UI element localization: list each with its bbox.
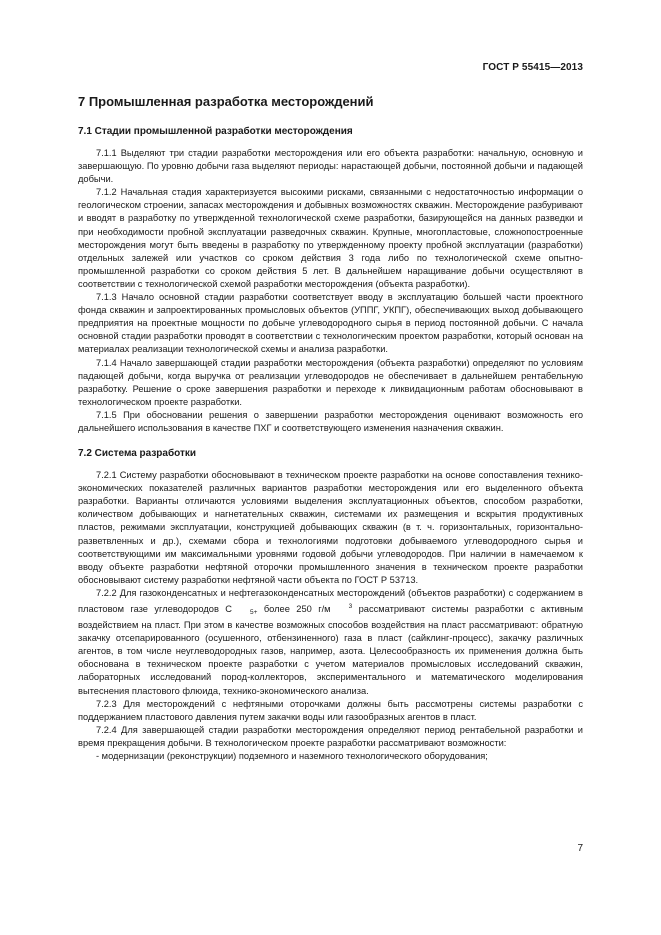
page-number: 7 — [577, 843, 583, 854]
c5-subscript: 5+ — [250, 609, 258, 616]
paragraph-7-2-1: 7.2.1 Систему разработки обосновывают в техническом проекте разработки на основе сопоставления технико-экономических показателей различных вариантов разработки месторождения или его выделенного объекта разработки. Варианты отличаются условиями выделения эксплуатационных объектов, способом разработки, количеством добывающих и нагнетательных скважин, системами их размещения и вскрытия продуктивных пластов, режимами эксплуатации, конструкцией добывающих скважин (в т. ч. горизонтальных, горизонтально-разветвленных и др.), схемами сбора и технологиями подготовки добываемого углеводородного сырья и соответствующими им максимальными уровнями годовой добычи углеводородов. При наличии в намечаемом к вводу объекте разработки нефтяной оторочки промышленного значения в техническом проекте разработки обосновывают систему разработки нефтяной части объекта по ГОСТ Р 53713. — [78, 470, 583, 585]
paragraph-7-2-2-part-a: 7.2.2 Для газоконденсатных и нефтегазоконденсатных месторождений (объектов разработки) с содержанием в пластовом газе углеводородов С — [78, 587, 583, 614]
paragraph-7-1-5: 7.1.5 При обосновании решения о завершении разработки месторождения оценивают возможность его дальнейшего использования в качестве ПХГ и соответствующего изменения назначения скважин. — [78, 409, 583, 433]
paragraph-7-1-2: 7.1.2 Начальная стадия характеризуется высокими рисками, связанными с недостаточностью информации о геологическом строении, запасах месторождения и добывных возможностях скважин. Месторождение разбуривают и вводят в разработку по утвержденной технологической схеме разработки, базирующейся на данных разведки и при необходимости пробной эксплуатации разведочных скважин. Крупные, многопластовые, сложнопостроенные месторождения могут быть введены в разработку по утвержденному проекту пробной эксплуатации (разработки) отдельных залежей или участков со сроком действия 3 года либо по технологической схеме опытно-промышленной разработки со сроком действия 5 лет. В дальнейшем наращивание добычи осуществляют в соответствии с технологической схемой разработки месторождения (объекта разработки). — [78, 187, 583, 289]
section-title: 7 Промышленная разработка месторождений — [78, 94, 374, 109]
paragraph-7-2-4: 7.2.4 Для завершающей стадии разработки месторождения определяют период рентабельной разработки и время прекращения добычи. В технологическом проекте разработки рассматривают возможности: — [78, 724, 583, 748]
subsection-title-7-1: 7.1 Стадии промышленной разработки месторождения — [78, 126, 353, 137]
cubic-superscript: 3 — [348, 603, 353, 610]
paragraph-7-1-4: 7.1.4 Начало завершающей стадии разработки месторождения (объекта разработки) определяют по условиям падающей добычи, когда выручка от реализации углеводородов не обеспечивает в дальнейшем рентабельную разработку. Решение о сроке завершения разработки и переходе к ликвидационным работам обосновывают в технологическом проекте разработки. — [78, 357, 583, 407]
paragraph-7-2-3: 7.2.3 Для месторождений с нефтяными оторочками должны быть рассмотрены системы разработки с поддержанием пластового давления путем закачки воды или газообразных агентов в пласт. — [78, 698, 583, 722]
paragraph-7-2-2-part-b: более 250 г/м — [257, 604, 331, 614]
paragraph-7-2-2 — [78, 587, 583, 698]
paragraph-7-1-3: 7.1.3 Начало основной стадии разработки соответствует вводу в эксплуатацию большей части проектного фонда скважин и запроектированных промысловых объектов (УППГ, УКПГ), обеспечивающих выход добывающего предприятия на проектные мощности по добыче углеводородного сырья в период постоянной добычи. С начала основной стадии разработки проводят в соответствии с технологическим проектом разработки, который основан на материалах реализации технологической схемы и анализа разработки. — [78, 292, 583, 355]
list-item-modernization: - модернизации (реконструкции) подземного и наземного технологического оборудования; — [96, 751, 488, 762]
subsection-title-7-2: 7.2 Система разработки — [78, 448, 197, 460]
paragraph-7-2-2-part-c: рассматривают системы разработки с активным воздействием на пласт. При этом в качестве возможных способов воздействия на пласт рассматривают: обратную закачку отсепарированного (осушенного, отбензиненного) газа в пласт (сайклинг-процесс), закачку различных агентов, в том числе неуглеводородных газов, например, азота. Целесообразность их применения должна быть обоснована в техническом проекте разработки с учетом материалов промысловых исследований скважин, лабораторных исследований пород-коллекторов, экспериментального и математического моделирования вытеснения пластового флюида, технико-экономического анализа. — [78, 604, 583, 696]
page-content — [78, 94, 583, 763]
standard-header: ГОСТ Р 55415—2013 — [482, 62, 583, 73]
paragraph-7-1-1: 7.1.1 Выделяют три стадии разработки месторождения или его объекта разработки: начальную, основную и завершающую. По уровню добычи газа выделяют периоды: нарастающей добычи, постоянной добычи и падающей добычи. — [78, 148, 583, 185]
